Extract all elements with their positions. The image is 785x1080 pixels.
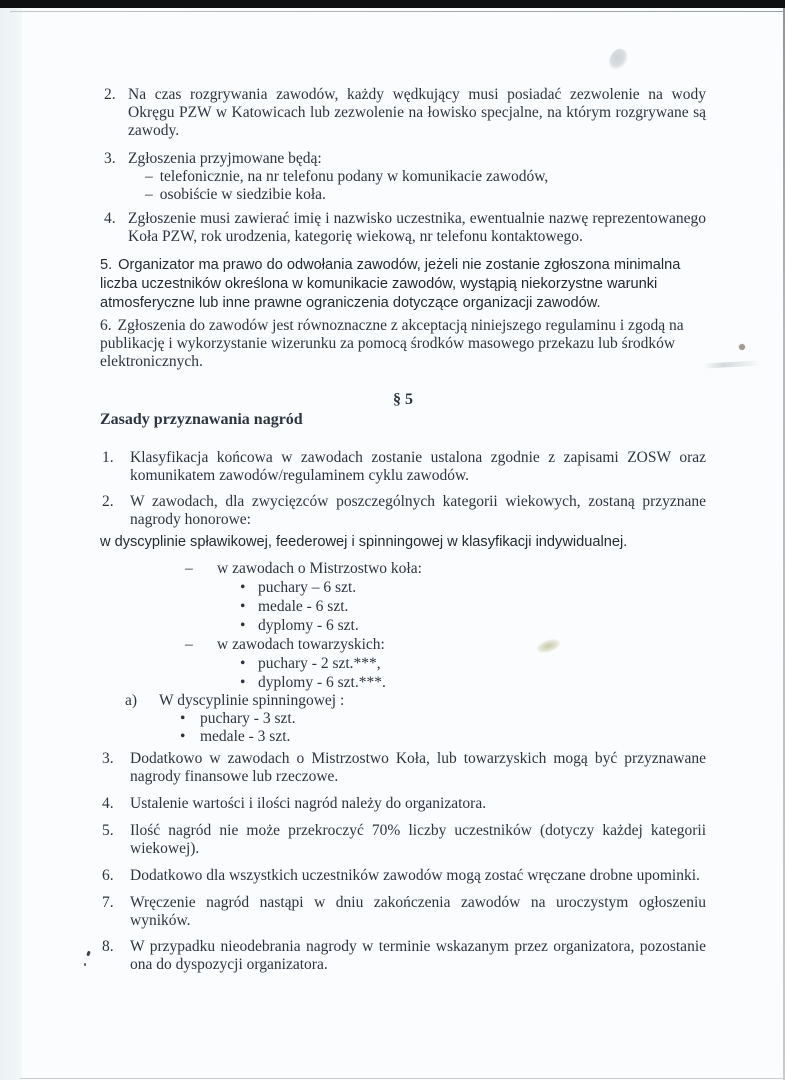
rule-text: W zawodach, dla zwycięzców poszczególnych kategorii wiekowych, zostaną przyznane nagrody honorowe:: [130, 493, 706, 528]
paper-top-edge: [10, 11, 785, 12]
rule-number: 8.: [102, 938, 114, 955]
award-item-puchary-6: [100, 578, 706, 597]
item-number: 3.: [104, 150, 116, 167]
letter-marker: a): [125, 692, 138, 709]
award-list: [100, 559, 706, 746]
section-heading: Zasady przyznawania nagród: [100, 411, 303, 428]
item-number: 4.: [104, 210, 116, 227]
rule-number: 1.: [102, 449, 114, 466]
award-item-puchary-3: [100, 710, 706, 728]
rule-7: [100, 894, 706, 930]
intro-item-6: [100, 317, 706, 371]
bullet-marker: •: [180, 710, 186, 727]
rule-number: 5.: [102, 822, 114, 839]
bullet-marker: •: [180, 728, 186, 745]
bullet-marker: •: [240, 579, 246, 596]
intro-item-2: [100, 86, 706, 140]
rule-8: [100, 938, 706, 974]
rule-text: Ustalenie wartości i ilości nagród należy do organizatora.: [130, 795, 487, 812]
rule-5: [100, 822, 706, 858]
sub-item-telefonicznie: [128, 168, 706, 186]
rule-text: Dodatkowo w zawodach o Mistrzostwo Koła, lub towarzyskich mogą być przyznawane nagrody finansowe lub rzeczowe.: [130, 750, 706, 785]
award-group-towarzyskie: [100, 635, 706, 654]
award-group-label: W dyscyplinie spinningowej :: [159, 692, 345, 709]
award-group-label: w zawodach o Mistrzostwo koła:: [217, 560, 422, 577]
rule-2: [100, 493, 706, 529]
document-content: [100, 86, 706, 982]
award-group-mistrzostwo-kola: [100, 559, 706, 578]
rule-1: [100, 449, 706, 485]
award-item-text: dyplomy - 6 szt.: [258, 617, 359, 634]
item-number: 5.: [100, 257, 113, 273]
rule-4: [100, 795, 706, 813]
award-item-medale-6: [100, 597, 706, 616]
bullet-marker: •: [240, 674, 246, 691]
award-item-text: medale - 6 szt.: [258, 598, 349, 615]
item-text: Na czas rozgrywania zawodów, każdy wędkujący musi posiadać zezwolenie na wody Okręgu PZW w Katowicach lub zezwolenie na łowisko specjalne, na którym rozgrywane są zawody.: [128, 86, 706, 139]
award-item-text: puchary - 2 szt.***,: [258, 655, 381, 672]
rule-number: 2.: [102, 493, 114, 510]
award-item-puchary-2: [100, 654, 706, 673]
award-group-label-row: [185, 635, 706, 654]
award-item-text: dyplomy - 6 szt.***.: [258, 674, 386, 691]
item-text: Zgłoszenia przyjmowane będą:: [128, 150, 322, 167]
dash-marker: –: [185, 560, 193, 577]
dash-marker: –: [145, 186, 153, 203]
sub-item-text: telefonicznie, na nr telefonu podany w komunikacie zawodów,: [159, 168, 549, 185]
award-item-dyplomy-6: [100, 616, 706, 635]
item-text: Organizator ma prawo do odwołania zawodów, jeżeli nie zostanie zgłoszona minimalna liczba uczestników określona w komunikacie zawodów, wystąpią niekorzystne warunki atmosferyczne lub inne prawne ograniczenia dotyczące organizacji zawodów.: [100, 257, 681, 311]
bullet-marker: •: [240, 617, 246, 634]
scanner-margin-left: [0, 0, 22, 1080]
rule-text: Dodatkowo dla wszystkich uczestników zawodów mogą zostać wręczane drobne upominki.: [130, 867, 700, 884]
scan-edge-top: [0, 0, 785, 8]
section-mark: § 5: [393, 391, 413, 408]
rule-6: [100, 867, 706, 885]
rule-number: 6.: [102, 867, 114, 884]
bullet-marker: •: [240, 598, 246, 615]
dash-marker: –: [185, 636, 193, 653]
award-item-text: puchary - 3 szt.: [200, 710, 296, 727]
item-text: Zgłoszenie musi zawierać imię i nazwisko uczestnika, ewentualnie nazwę reprezentowanego Koła PZW, rok urodzenia, kategorię wiekową, nr telefonu kontaktowego.: [128, 210, 706, 245]
award-group-label: w zawodach towarzyskich:: [217, 636, 385, 653]
award-group-label-row: [125, 692, 706, 710]
dash-marker: –: [145, 168, 153, 185]
award-item-text: puchary – 6 szt.: [258, 579, 357, 596]
rule-number: 3.: [102, 750, 114, 767]
item-text: Zgłoszenia do zawodów jest równoznaczne z akceptacją niniejszego regulaminu i zgodą na publikację i wykorzystanie wizerunku za pomocą środków masowego przekazu lub środków elektronicznych.: [100, 317, 684, 370]
intro-item-4: [100, 210, 706, 246]
award-item-text: medale - 3 szt.: [200, 728, 291, 745]
rule-number: 4.: [102, 795, 114, 812]
award-group-label-row: [185, 559, 706, 578]
scan-edge-bottom: [20, 1078, 785, 1079]
award-item-dyplomy-6b: [100, 673, 706, 692]
award-group-spinning: [100, 692, 706, 710]
sub-item-osobiscie: [128, 186, 706, 204]
rule-3: [100, 750, 706, 786]
item-number: 6.: [100, 317, 112, 334]
rule-text: W przypadku nieodebrania nagrody w terminie wskazanym przez organizatora, pozostanie ona do dyspozycji organizatora.: [130, 938, 706, 973]
sub-item-text: osobiście w siedzibie koła.: [159, 186, 326, 203]
bullet-marker: •: [240, 655, 246, 672]
discipline-note: w dyscyplinie spławikowej, feederowej i spinningowej w klasyfikacji indywidualnej.: [100, 534, 628, 550]
item-number: 2.: [104, 86, 116, 103]
rule-text: Ilość nagród nie może przekroczyć 70% liczby uczestników (dotyczy każdej kategorii wiekowej).: [130, 822, 706, 857]
rule-number: 7.: [102, 894, 114, 911]
intro-item-3: [100, 150, 706, 204]
intro-item-5: [100, 256, 706, 313]
rule-text: Wręczenie nagród nastąpi w dniu zakończenia zawodów na uroczystym ogłoszeniu wyników.: [130, 894, 706, 929]
rule-text: Klasyfikacja końcowa w zawodach zostanie ustalona zgodnie z zapisami ZOSW oraz komunikatem zawodów/regulaminem cyklu zawodów.: [130, 449, 706, 484]
award-item-medale-3: [100, 728, 706, 746]
